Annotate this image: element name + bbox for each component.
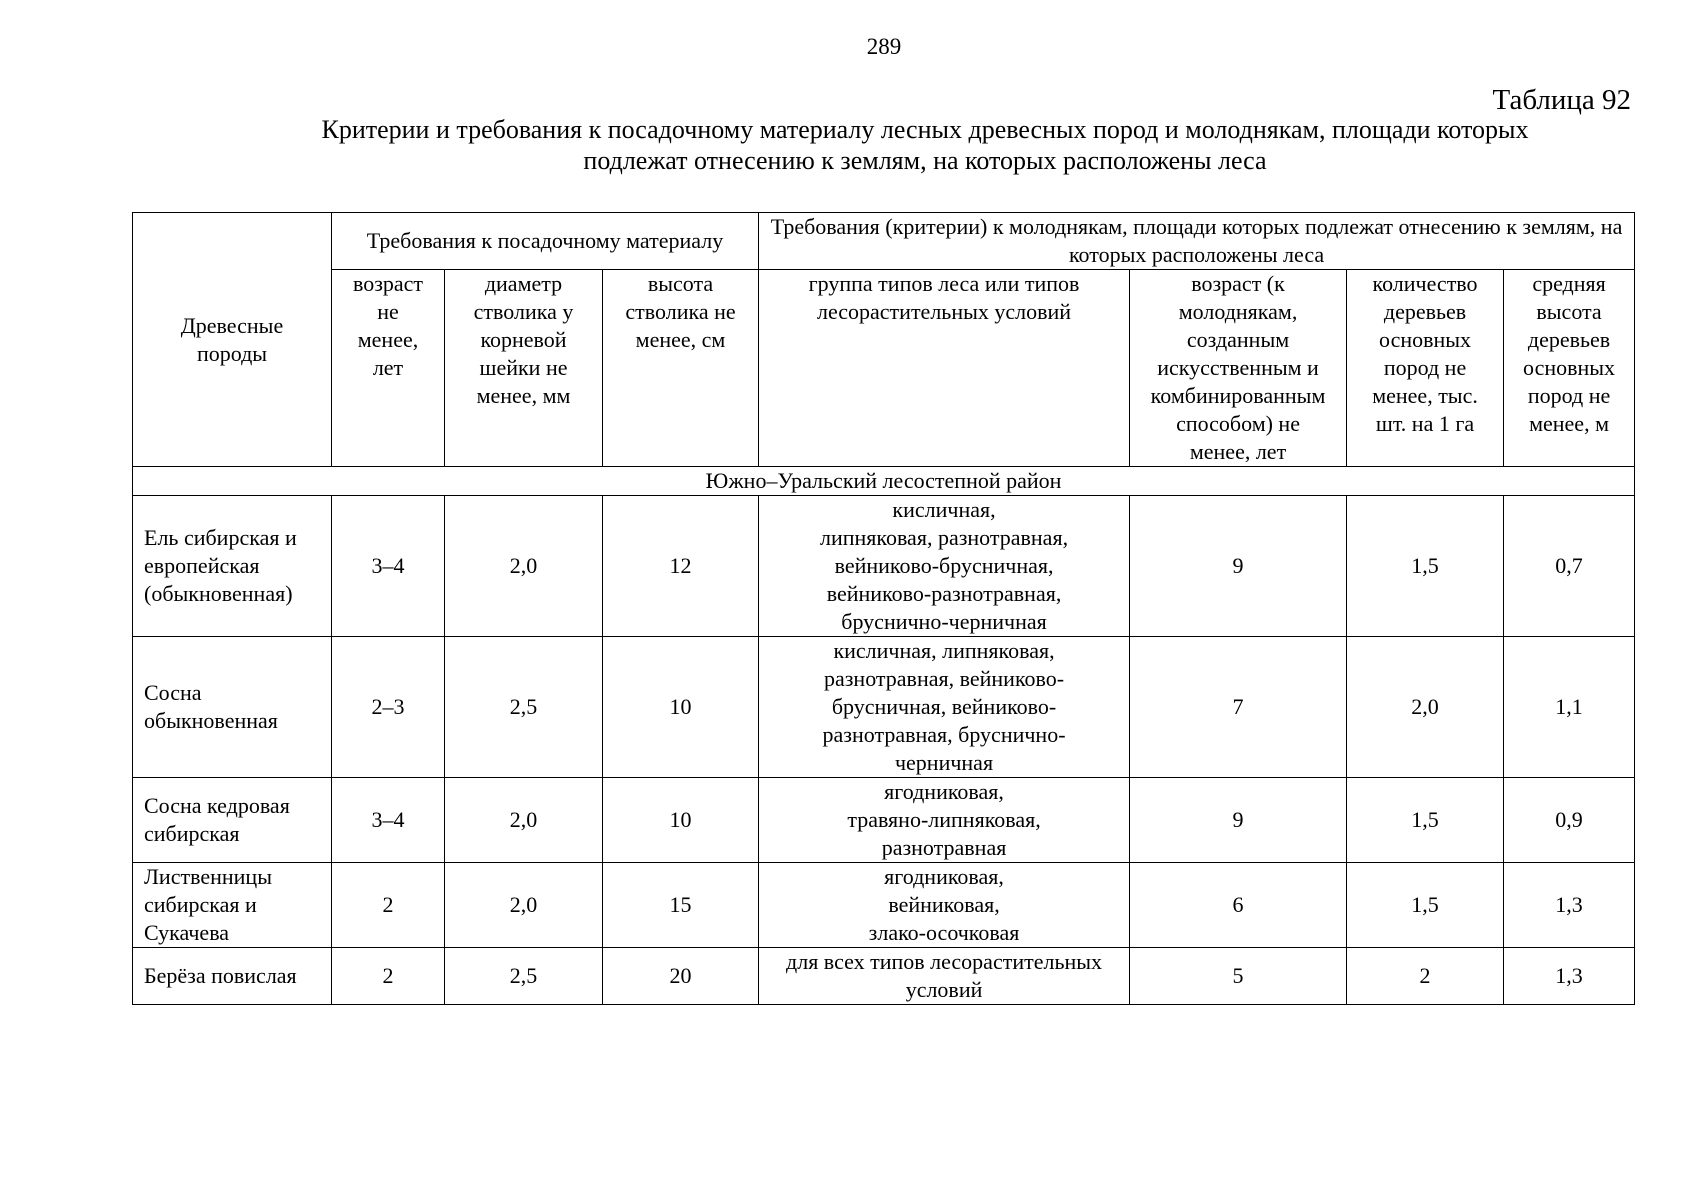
forest-type-cell: для всех типов лесорастительных условий bbox=[759, 948, 1130, 1005]
age-cell: 3–4 bbox=[332, 496, 445, 637]
age-cell: 2 bbox=[332, 948, 445, 1005]
age-cell: 2 bbox=[332, 863, 445, 948]
table-row bbox=[133, 948, 1635, 1005]
header-planting-material: Требования к посадочному материалу bbox=[332, 213, 759, 270]
species-cell: Ель сибирская и европейская (обыкновенная) bbox=[133, 496, 332, 637]
header-row-1 bbox=[133, 213, 1635, 270]
table-row bbox=[133, 637, 1635, 778]
header-tree-count: количество деревьев основных пород не менее, тыс. шт. на 1 га bbox=[1347, 270, 1504, 467]
region-row bbox=[133, 467, 1635, 496]
diameter-cell: 2,5 bbox=[445, 948, 603, 1005]
header-row-2 bbox=[133, 270, 1635, 467]
avg-height-cell: 0,9 bbox=[1504, 778, 1635, 863]
avg-height-cell: 1,1 bbox=[1504, 637, 1635, 778]
diameter-cell: 2,0 bbox=[445, 778, 603, 863]
region-name: Южно–Уральский лесостепной район bbox=[133, 467, 1635, 496]
header-age-min: возраст не менее, лет bbox=[332, 270, 445, 467]
page-number: 289 bbox=[866, 34, 902, 59]
forest-type-cell: ягодниковая, вейниковая, злако-осочковая bbox=[759, 863, 1130, 948]
table-title-line-1: Критерии и требования к посадочному материалу лесных древесных пород и молоднякам, площади которых bbox=[321, 115, 1529, 144]
table-row bbox=[133, 863, 1635, 948]
young-age-cell: 5 bbox=[1130, 948, 1347, 1005]
young-age-cell: 7 bbox=[1130, 637, 1347, 778]
table-label: Таблица 92 bbox=[1492, 84, 1631, 116]
header-young-age: возраст (к молоднякам, созданным искусственным и комбинированным способом) не менее, лет bbox=[1130, 270, 1347, 467]
table-title bbox=[210, 114, 1640, 176]
table-row bbox=[133, 496, 1635, 637]
age-cell: 2–3 bbox=[332, 637, 445, 778]
avg-height-cell: 0,7 bbox=[1504, 496, 1635, 637]
header-young-stands: Требования (критерии) к молоднякам, площади которых подлежат отнесению к землям, на которых расположены леса bbox=[759, 213, 1635, 270]
tree-count-cell: 1,5 bbox=[1347, 863, 1504, 948]
tree-count-cell: 2 bbox=[1347, 948, 1504, 1005]
forest-type-cell: ягодниковая, травяно-липняковая, разнотравная bbox=[759, 778, 1130, 863]
height-cell: 10 bbox=[603, 778, 759, 863]
table-title-line-2: подлежат отнесению к землям, на которых расположены леса bbox=[583, 146, 1267, 175]
header-avg-height: средняя высота деревьев основных пород не менее, м bbox=[1504, 270, 1635, 467]
height-cell: 10 bbox=[603, 637, 759, 778]
age-cell: 3–4 bbox=[332, 778, 445, 863]
header-forest-type: группа типов леса или типов лесорастительных условий bbox=[759, 270, 1130, 467]
forest-type-cell: кисличная, липняковая, разнотравная, вейниково- брусничная, вейниково- разнотравная, бруснично- черничная bbox=[759, 637, 1130, 778]
young-age-cell: 6 bbox=[1130, 863, 1347, 948]
species-cell: Сосна обыкновенная bbox=[133, 637, 332, 778]
header-stem-diameter: диаметр стволика у корневой шейки не менее, мм bbox=[445, 270, 603, 467]
diameter-cell: 2,0 bbox=[445, 496, 603, 637]
header-stem-height: высота стволика не менее, см bbox=[603, 270, 759, 467]
height-cell: 15 bbox=[603, 863, 759, 948]
header-species: Древесные породы bbox=[133, 213, 332, 467]
young-age-cell: 9 bbox=[1130, 778, 1347, 863]
height-cell: 20 bbox=[603, 948, 759, 1005]
tree-count-cell: 1,5 bbox=[1347, 496, 1504, 637]
table-row bbox=[133, 778, 1635, 863]
diameter-cell: 2,0 bbox=[445, 863, 603, 948]
height-cell: 12 bbox=[603, 496, 759, 637]
diameter-cell: 2,5 bbox=[445, 637, 603, 778]
species-cell: Лиственницы сибирская и Сукачева bbox=[133, 863, 332, 948]
young-age-cell: 9 bbox=[1130, 496, 1347, 637]
tree-count-cell: 2,0 bbox=[1347, 637, 1504, 778]
avg-height-cell: 1,3 bbox=[1504, 863, 1635, 948]
criteria-table bbox=[132, 212, 1635, 1005]
tree-count-cell: 1,5 bbox=[1347, 778, 1504, 863]
avg-height-cell: 1,3 bbox=[1504, 948, 1635, 1005]
species-cell: Берёза повислая bbox=[133, 948, 332, 1005]
forest-type-cell: кисличная, липняковая, разнотравная, вейниково-брусничная, вейниково-разнотравная, бруснично-черничная bbox=[759, 496, 1130, 637]
species-cell: Сосна кедровая сибирская bbox=[133, 778, 332, 863]
